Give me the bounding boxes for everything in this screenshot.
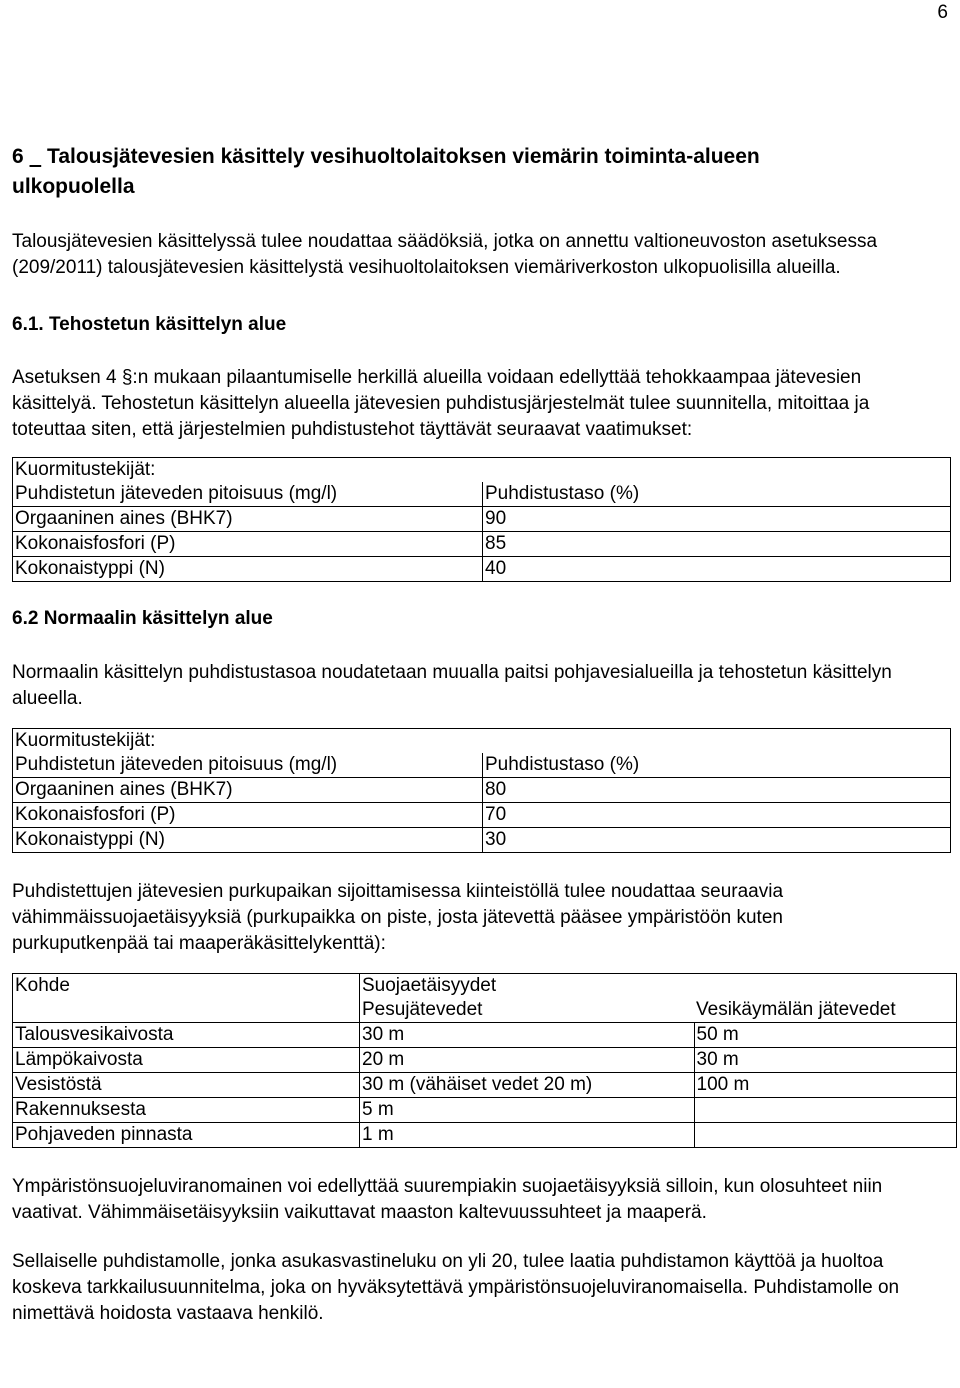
table-header-load-factors: Kuormitustekijät: — [13, 729, 951, 754]
table-cell-label: Orgaaninen aines (BHK7) — [13, 778, 483, 803]
distance-header-group: Suojaetäisyydet — [360, 974, 957, 999]
table-row — [13, 557, 951, 582]
table-row — [13, 828, 951, 853]
table-cell-value: 30 — [483, 828, 951, 853]
distance-note-paragraph: Ympäristönsuojeluviranomainen voi edellyttää suurempiakin suojaetäisyyksiä silloin, kun olosuhteet niin vaativat. Vähimmäisetäisyyksiin vaikuttavat maaston kaltevuussuhteet ja maaperä. — [12, 1176, 883, 1223]
table-row — [13, 1073, 957, 1098]
distance-cell-vesi: 50 m — [694, 1023, 957, 1048]
table-row — [13, 778, 951, 803]
table-header-concentration: Puhdistetun jäteveden pitoisuus (mg/l) — [13, 482, 483, 507]
table-cell-label: Kokonaisfosfori (P) — [13, 803, 483, 828]
page-number: 6 — [937, 2, 948, 23]
table-header-concentration: Puhdistetun jäteveden pitoisuus (mg/l) — [13, 753, 483, 778]
table-row — [13, 1098, 957, 1123]
table-header-level: Puhdistustaso (%) — [483, 753, 951, 778]
table-row — [13, 1023, 957, 1048]
table-row — [13, 1048, 957, 1073]
distance-header-kohde: Kohde — [13, 974, 360, 1023]
distance-cell-vesi — [694, 1123, 957, 1148]
distance-cell-vesi: 100 m — [694, 1073, 957, 1098]
distance-cell-pesu: 30 m — [360, 1023, 695, 1048]
table-cell-value: 70 — [483, 803, 951, 828]
distance-header-pesu: Pesujätevedet — [360, 998, 695, 1023]
distance-intro-paragraph: Puhdistettujen jätevesien purkupaikan sijoittamisessa kiinteistöllä tulee noudattaa seuraavia vähimmäissuojaetäisyyksiä (purkupaikka on piste, josta jätevettä pääsee ympäristöön kuten purkuputkenpää tai maaperäkäsittelykenttä): — [12, 881, 784, 954]
table-cell-label: Kokonaistyppi (N) — [13, 557, 483, 582]
chapter-underline-space — [30, 145, 42, 168]
table-row — [13, 507, 951, 532]
table-row — [13, 803, 951, 828]
section-1-paragraph: Asetuksen 4 §:n mukaan pilaantumiselle herkillä alueilla voidaan edellyttää tehokkaampaa jätevesien käsittelyä. Tehostetun käsittelyn alueella jätevesien puhdistusjärjestelmät tulee suunnitella, mitoittaa ja toteuttaa siten, että järjestelmien puhdistustehot täyttävät seuraavat vaatimukset: — [12, 367, 870, 440]
distance-cell-kohde: Talousvesikaivosta — [13, 1023, 360, 1048]
table-cell-value: 40 — [483, 557, 951, 582]
distance-header-vesi: Vesikäymälän jätevedet — [694, 998, 957, 1023]
distance-cell-kohde: Pohjaveden pinnasta — [13, 1123, 360, 1148]
distance-cell-vesi — [694, 1098, 957, 1123]
distance-cell-pesu: 30 m (vähäiset vedet 20 m) — [360, 1073, 695, 1098]
table-header-level: Puhdistustaso (%) — [483, 482, 951, 507]
table-cell-value: 85 — [483, 532, 951, 557]
table-cell-label: Orgaaninen aines (BHK7) — [13, 507, 483, 532]
section-2-paragraph: Normaalin käsittelyn puhdistustasoa noudatetaan muualla paitsi pohjavesialueilla ja tehostetun käsittelyn alueella. — [12, 662, 892, 709]
distance-cell-pesu: 20 m — [360, 1048, 695, 1073]
distance-cell-vesi: 30 m — [694, 1048, 957, 1073]
section-1-table — [12, 457, 951, 582]
chapter-number: 6 — [12, 145, 24, 168]
chapter-heading — [12, 142, 872, 202]
intro-paragraph: Talousjätevesien käsittelyssä tulee noudattaa säädöksiä, jotka on annettu valtioneuvoston asetuksessa (209/2011) talousjätevesien käsittelystä vesihuoltolaitoksen viemäriverkoston ulkopuolisilla alueilla. — [12, 231, 878, 278]
table-header-load-factors: Kuormitustekijät: — [13, 458, 951, 483]
distance-cell-pesu: 1 m — [360, 1123, 695, 1148]
table-row — [13, 532, 951, 557]
distance-table — [12, 973, 957, 1148]
table-cell-value: 80 — [483, 778, 951, 803]
distance-cell-kohde: Vesistöstä — [13, 1073, 360, 1098]
distance-cell-pesu: 5 m — [360, 1098, 695, 1123]
table-cell-label: Kokonaistyppi (N) — [13, 828, 483, 853]
section-2-table — [12, 728, 951, 853]
section-2-heading: 6.2 Normaalin käsittelyn alue — [12, 608, 273, 629]
distance-cell-kohde: Rakennuksesta — [13, 1098, 360, 1123]
final-paragraph: Sellaiselle puhdistamolle, jonka asukasvastineluku on yli 20, tulee laatia puhdistamon käyttöä ja huoltoa koskeva tarkkailusuunnitelma, joka on hyväksytettävä ympäristönsuojeluviranomaisella. Puhdistamolle on nimettävä hoidosta vastaava henkilö. — [12, 1251, 900, 1324]
table-row — [13, 1123, 957, 1148]
table-cell-value: 90 — [483, 507, 951, 532]
section-1-heading: 6.1. Tehostetun käsittelyn alue — [12, 314, 287, 335]
distance-cell-kohde: Lämpökaivosta — [13, 1048, 360, 1073]
table-cell-label: Kokonaisfosfori (P) — [13, 532, 483, 557]
chapter-title: Talousjätevesien käsittely vesihuoltolaitoksen viemärin toiminta-alueen ulkopuolella — [12, 145, 760, 198]
document-body — [12, 142, 952, 1327]
